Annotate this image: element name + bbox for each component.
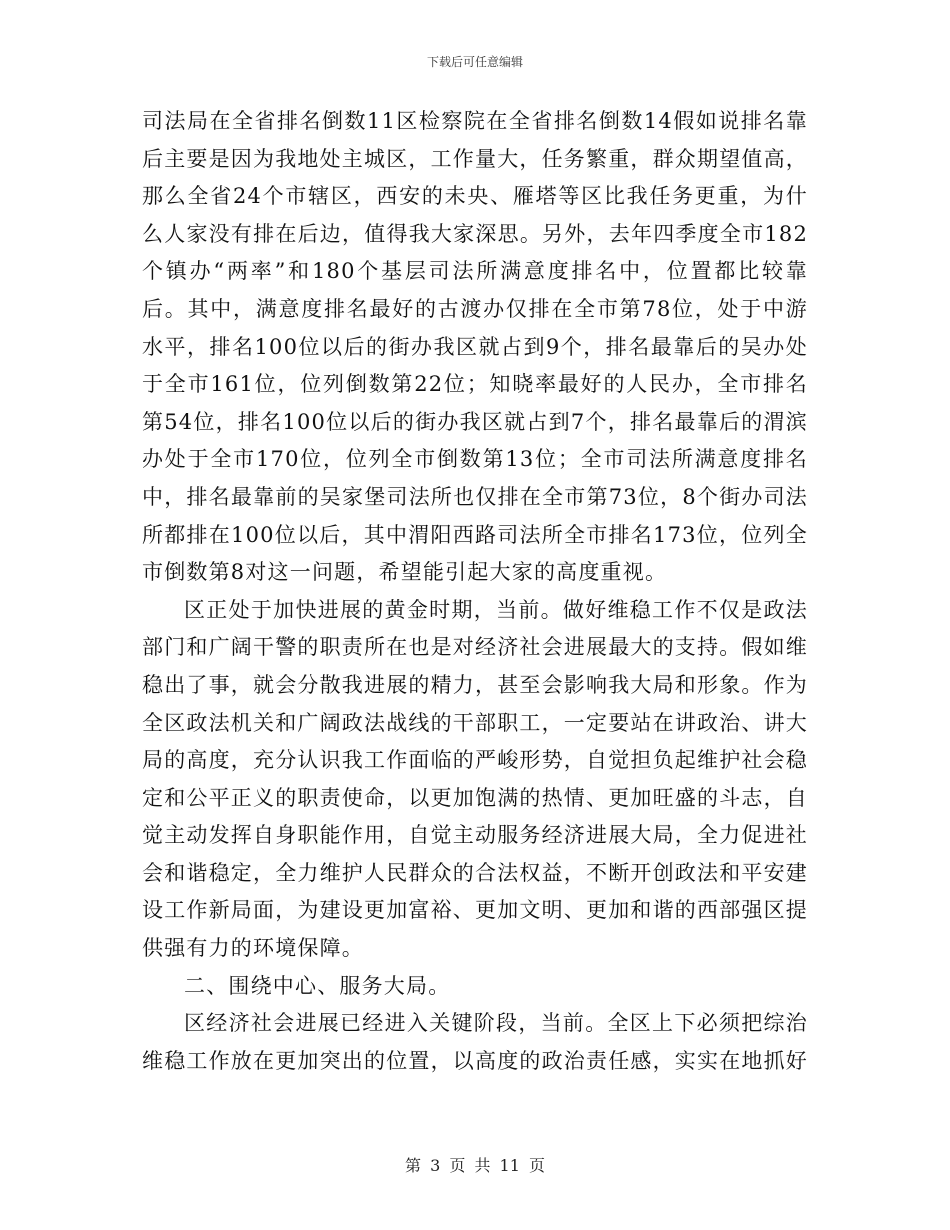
page-header: 下载后可任意编辑 [426, 55, 523, 69]
paragraph-ranking-analysis: 司法局在全省排名倒数11区检察院在全省排名倒数14假如说排名靠后主要是因为我地处主城区，工作量大，任务繁重，群众期望值高，那么全省24个市辖区，西安的未央、雁塔等区比我任务更重，为什么人家没有排在后边，值得我大家深思。另外，去年四季度全市182个镇办“两率”和180个基层司法所满意度排名中，位置都比较靠后。其中，满意度排名最好的古渡办仅排在全市第78位，处于中游水平，排名100位以后的街办我区就占到9个，排名最靠后的吴办处于全市161位，位列倒数第22位；知晓率最好的人民办，全市排名第54位，排名100位以后的街办我区就占到7个，排名最靠后的渭滨办处于全市170位，位列全市倒数第13位；全市司法所满意度排名中，排名最靠前的吴家堡司法所也仅排在全市第73位，8个街办司法所都排在100位以后，其中渭阳西路司法所全市排名173位，位列全市倒数第8对这一问题，希望能引起大家的高度重视。 [142, 109, 809, 585]
paragraph-key-stage: 区经济社会进展已经进入关键阶段，当前。全区上下必须把综治维稳工作放在更加突出的位置，以高度的政治责任感，实实在地抓好 [142, 1011, 808, 1073]
document-body [142, 103, 808, 1080]
section-heading-serve-overall: 二、围绕中心、服务大局。 [184, 973, 451, 998]
page-number-footer: 第 3 页 共 11 页 [405, 1156, 545, 1175]
paragraph-stability-duty: 区正处于加快进展的黄金时期，当前。做好维稳工作不仅是政法部门和广阔干警的职责所在也是对经济社会进展最大的支持。假如维稳出了事，就会分散我进展的精力，甚至会影响我大局和形象。作为全区政法机关和广阔政法战线的干部职工，一定要站在讲政治、讲大局的高度，充分认识我工作面临的严峻形势，自觉担负起维护社会稳定和公平正义的职责使命，以更加饱满的热情、更加旺盛的斗志，自觉主动发挥自身职能作用，自觉主动服务经济进展大局，全力促进社会和谐稳定，全力维护人民群众的合法权益，不断开创政法和平安建设工作新局面，为建设更加富裕、更加文明、更加和谐的西部强区提供强有力的环境保障。 [142, 597, 808, 961]
